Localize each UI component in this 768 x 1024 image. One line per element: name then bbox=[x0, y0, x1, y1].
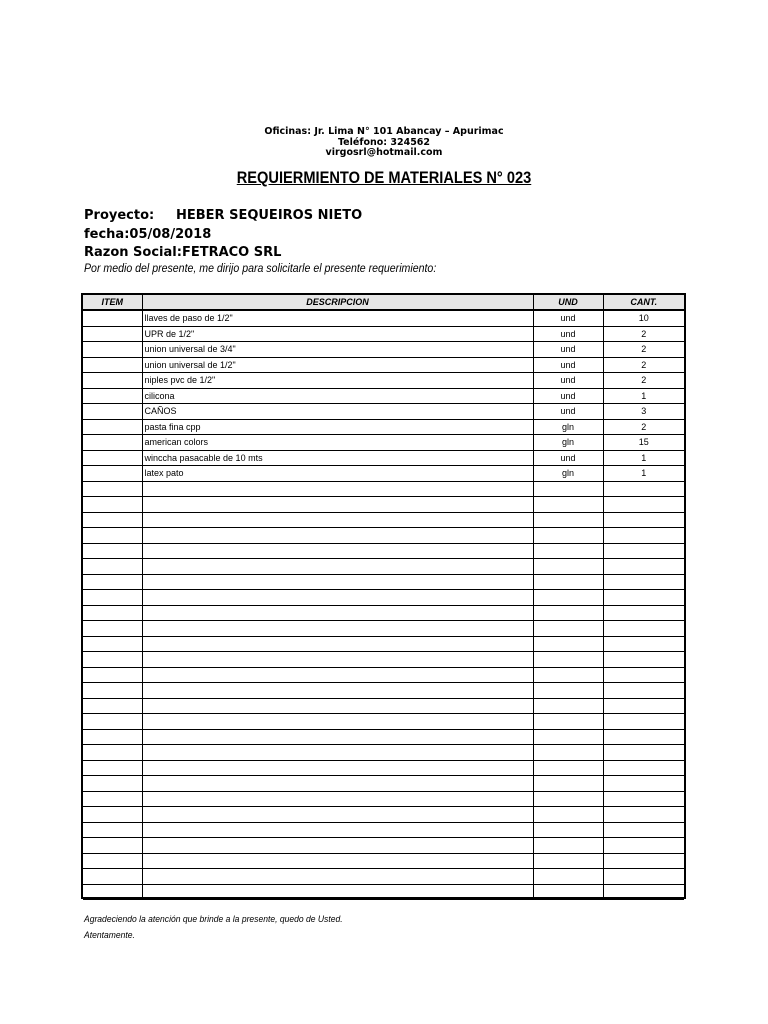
cell-unit bbox=[533, 807, 603, 823]
empty-table-row bbox=[83, 822, 684, 838]
cell-description: CAÑOS bbox=[142, 404, 533, 420]
cell-item bbox=[83, 822, 142, 838]
empty-table-row bbox=[83, 745, 684, 761]
cell-quantity bbox=[603, 512, 684, 528]
cell-description: union universal de 1/2" bbox=[142, 357, 533, 373]
cell-item bbox=[83, 481, 142, 497]
cell-item bbox=[83, 357, 142, 373]
cell-quantity bbox=[603, 776, 684, 792]
cell-quantity bbox=[603, 528, 684, 544]
cell-item bbox=[83, 342, 142, 358]
empty-table-row bbox=[83, 729, 684, 745]
cell-description bbox=[142, 838, 533, 854]
cell-unit bbox=[533, 667, 603, 683]
empty-table-row bbox=[83, 760, 684, 776]
cell-item bbox=[83, 310, 142, 326]
closing-regards: Atentamente. bbox=[84, 930, 135, 941]
cell-item bbox=[83, 528, 142, 544]
cell-item bbox=[83, 388, 142, 404]
cell-item bbox=[83, 419, 142, 435]
cell-item bbox=[83, 869, 142, 885]
empty-table-row bbox=[83, 528, 684, 544]
cell-unit: gln bbox=[533, 435, 603, 451]
cell-description bbox=[142, 869, 533, 885]
project-line bbox=[84, 208, 363, 224]
cell-item bbox=[83, 450, 142, 466]
cell-description bbox=[142, 807, 533, 823]
cell-unit bbox=[533, 745, 603, 761]
cell-quantity: 10 bbox=[603, 310, 684, 326]
table-row bbox=[83, 373, 684, 389]
cell-item bbox=[83, 652, 142, 668]
cell-unit bbox=[533, 683, 603, 699]
cell-unit: und bbox=[533, 310, 603, 326]
header-unit: UND bbox=[533, 295, 603, 310]
cell-item bbox=[83, 776, 142, 792]
cell-unit bbox=[533, 605, 603, 621]
cell-item bbox=[83, 605, 142, 621]
cell-quantity bbox=[603, 760, 684, 776]
date-line: fecha:05/08/2018 bbox=[84, 227, 212, 242]
cell-quantity bbox=[603, 652, 684, 668]
cell-quantity bbox=[603, 822, 684, 838]
project-label: Proyecto: bbox=[84, 208, 155, 223]
table-body bbox=[83, 310, 684, 900]
empty-table-row bbox=[83, 481, 684, 497]
cell-unit bbox=[533, 776, 603, 792]
project-value: HEBER SEQUEIROS NIETO bbox=[176, 208, 363, 223]
cell-unit bbox=[533, 512, 603, 528]
empty-table-row bbox=[83, 683, 684, 699]
cell-description bbox=[142, 512, 533, 528]
empty-table-row bbox=[83, 574, 684, 590]
cell-item bbox=[83, 497, 142, 513]
cell-unit: und bbox=[533, 404, 603, 420]
cell-unit bbox=[533, 853, 603, 869]
cell-description bbox=[142, 884, 533, 900]
cell-unit bbox=[533, 543, 603, 559]
empty-table-row bbox=[83, 621, 684, 637]
materials-table-frame bbox=[81, 293, 686, 899]
cell-description bbox=[142, 559, 533, 575]
cell-description bbox=[142, 776, 533, 792]
cell-description bbox=[142, 590, 533, 606]
table-row bbox=[83, 326, 684, 342]
cell-unit bbox=[533, 481, 603, 497]
cell-unit: und bbox=[533, 388, 603, 404]
cell-quantity: 2 bbox=[603, 342, 684, 358]
cell-quantity: 15 bbox=[603, 435, 684, 451]
cell-item bbox=[83, 667, 142, 683]
cell-description bbox=[142, 605, 533, 621]
table-row bbox=[83, 450, 684, 466]
cell-item bbox=[83, 466, 142, 482]
closing-thanks: Agradeciendo la atención que brinde a la presente, quedo de Usted. bbox=[84, 914, 343, 925]
cell-quantity bbox=[603, 869, 684, 885]
cell-description: winccha pasacable de 10 mts bbox=[142, 450, 533, 466]
empty-table-row bbox=[83, 791, 684, 807]
cell-item bbox=[83, 559, 142, 575]
table-row bbox=[83, 435, 684, 451]
cell-description bbox=[142, 683, 533, 699]
document-title: REQUIERMIENTO DE MATERIALES N° 023 bbox=[236, 168, 532, 187]
cell-quantity bbox=[603, 636, 684, 652]
cell-item bbox=[83, 590, 142, 606]
cell-description: latex pato bbox=[142, 466, 533, 482]
cell-description: pasta fina cpp bbox=[142, 419, 533, 435]
cell-item bbox=[83, 698, 142, 714]
cell-unit bbox=[533, 838, 603, 854]
cell-item bbox=[83, 326, 142, 342]
cell-quantity bbox=[603, 884, 684, 900]
email-address: virgosrl@hotmail.com bbox=[325, 147, 443, 158]
cell-item bbox=[83, 683, 142, 699]
empty-table-row bbox=[83, 869, 684, 885]
cell-unit: und bbox=[533, 450, 603, 466]
empty-table-row bbox=[83, 636, 684, 652]
empty-table-row bbox=[83, 652, 684, 668]
cell-unit: gln bbox=[533, 419, 603, 435]
cell-item bbox=[83, 760, 142, 776]
cell-quantity: 2 bbox=[603, 419, 684, 435]
cell-unit: und bbox=[533, 373, 603, 389]
cell-unit bbox=[533, 698, 603, 714]
cell-item bbox=[83, 373, 142, 389]
table-row bbox=[83, 388, 684, 404]
cell-quantity bbox=[603, 683, 684, 699]
cell-unit bbox=[533, 590, 603, 606]
cell-unit bbox=[533, 729, 603, 745]
cell-unit bbox=[533, 884, 603, 900]
cell-item bbox=[83, 574, 142, 590]
cell-description: union universal de 3/4" bbox=[142, 342, 533, 358]
empty-table-row bbox=[83, 512, 684, 528]
cell-description bbox=[142, 760, 533, 776]
empty-table-row bbox=[83, 838, 684, 854]
cell-description bbox=[142, 745, 533, 761]
cell-quantity: 2 bbox=[603, 326, 684, 342]
cell-quantity bbox=[603, 590, 684, 606]
table-row bbox=[83, 419, 684, 435]
cell-description bbox=[142, 714, 533, 730]
cell-item bbox=[83, 714, 142, 730]
cell-item bbox=[83, 543, 142, 559]
materials-table bbox=[83, 295, 684, 900]
cell-quantity bbox=[603, 481, 684, 497]
cell-unit bbox=[533, 760, 603, 776]
business-name-line: Razon Social:FETRACO SRL bbox=[84, 245, 282, 260]
table-row bbox=[83, 342, 684, 358]
cell-quantity bbox=[603, 807, 684, 823]
cell-quantity: 2 bbox=[603, 357, 684, 373]
cell-unit bbox=[533, 636, 603, 652]
table-row bbox=[83, 310, 684, 326]
empty-table-row bbox=[83, 605, 684, 621]
cell-item bbox=[83, 729, 142, 745]
cell-quantity bbox=[603, 667, 684, 683]
cell-unit: und bbox=[533, 357, 603, 373]
cell-description bbox=[142, 822, 533, 838]
cell-description bbox=[142, 574, 533, 590]
cell-quantity bbox=[603, 729, 684, 745]
cell-description bbox=[142, 698, 533, 714]
cell-item bbox=[83, 435, 142, 451]
cell-description: llaves de paso de 1/2" bbox=[142, 310, 533, 326]
cell-description bbox=[142, 652, 533, 668]
cell-unit bbox=[533, 714, 603, 730]
cell-unit bbox=[533, 621, 603, 637]
cell-item bbox=[83, 791, 142, 807]
cell-description bbox=[142, 853, 533, 869]
cell-description bbox=[142, 667, 533, 683]
cell-item bbox=[83, 404, 142, 420]
cell-quantity: 1 bbox=[603, 450, 684, 466]
cell-item bbox=[83, 636, 142, 652]
cell-unit bbox=[533, 528, 603, 544]
cell-item bbox=[83, 853, 142, 869]
cell-unit bbox=[533, 869, 603, 885]
cell-unit bbox=[533, 574, 603, 590]
cell-quantity bbox=[603, 497, 684, 513]
cell-quantity bbox=[603, 621, 684, 637]
cell-item bbox=[83, 838, 142, 854]
cell-description bbox=[142, 621, 533, 637]
cell-description bbox=[142, 636, 533, 652]
cell-item bbox=[83, 512, 142, 528]
empty-table-row bbox=[83, 590, 684, 606]
header-description: DESCRIPCION bbox=[142, 295, 533, 310]
office-address: Oficinas: Jr. Lima N° 101 Abancay – Apurimac bbox=[264, 126, 504, 137]
cell-quantity bbox=[603, 714, 684, 730]
empty-table-row bbox=[83, 714, 684, 730]
empty-table-row bbox=[83, 884, 684, 900]
cell-description: cilicona bbox=[142, 388, 533, 404]
cell-unit bbox=[533, 791, 603, 807]
cell-unit bbox=[533, 822, 603, 838]
cell-quantity bbox=[603, 853, 684, 869]
cell-quantity: 1 bbox=[603, 388, 684, 404]
empty-table-row bbox=[83, 776, 684, 792]
cell-description: american colors bbox=[142, 435, 533, 451]
cell-item bbox=[83, 745, 142, 761]
table-row bbox=[83, 466, 684, 482]
header-quantity: CANT. bbox=[603, 295, 684, 310]
cell-description bbox=[142, 497, 533, 513]
empty-table-row bbox=[83, 667, 684, 683]
cell-unit: und bbox=[533, 342, 603, 358]
phone-number: Teléfono: 324562 bbox=[337, 137, 431, 148]
cell-quantity bbox=[603, 698, 684, 714]
cell-unit bbox=[533, 559, 603, 575]
intro-text: Por medio del presente, me dirijo para solicitarle el presente requerimiento: bbox=[84, 263, 437, 275]
cell-description bbox=[142, 729, 533, 745]
cell-description bbox=[142, 481, 533, 497]
cell-quantity bbox=[603, 605, 684, 621]
cell-unit bbox=[533, 652, 603, 668]
cell-quantity bbox=[603, 574, 684, 590]
cell-description: UPR de 1/2" bbox=[142, 326, 533, 342]
cell-item bbox=[83, 621, 142, 637]
cell-quantity bbox=[603, 838, 684, 854]
cell-unit: gln bbox=[533, 466, 603, 482]
cell-quantity: 3 bbox=[603, 404, 684, 420]
cell-quantity bbox=[603, 745, 684, 761]
document-title-container bbox=[54, 168, 714, 188]
cell-quantity bbox=[603, 559, 684, 575]
table-header-row bbox=[83, 295, 684, 310]
cell-description bbox=[142, 543, 533, 559]
empty-table-row bbox=[83, 698, 684, 714]
cell-quantity: 1 bbox=[603, 466, 684, 482]
cell-quantity bbox=[603, 791, 684, 807]
cell-description bbox=[142, 528, 533, 544]
cell-item bbox=[83, 884, 142, 900]
cell-quantity: 2 bbox=[603, 373, 684, 389]
table-row bbox=[83, 404, 684, 420]
empty-table-row bbox=[83, 807, 684, 823]
cell-quantity bbox=[603, 543, 684, 559]
cell-description bbox=[142, 791, 533, 807]
empty-table-row bbox=[83, 543, 684, 559]
cell-item bbox=[83, 807, 142, 823]
cell-description: niples pvc de 1/2" bbox=[142, 373, 533, 389]
table-row bbox=[83, 357, 684, 373]
empty-table-row bbox=[83, 559, 684, 575]
empty-table-row bbox=[83, 853, 684, 869]
cell-unit bbox=[533, 497, 603, 513]
header-item: ITEM bbox=[83, 295, 142, 310]
empty-table-row bbox=[83, 497, 684, 513]
cell-unit: und bbox=[533, 326, 603, 342]
